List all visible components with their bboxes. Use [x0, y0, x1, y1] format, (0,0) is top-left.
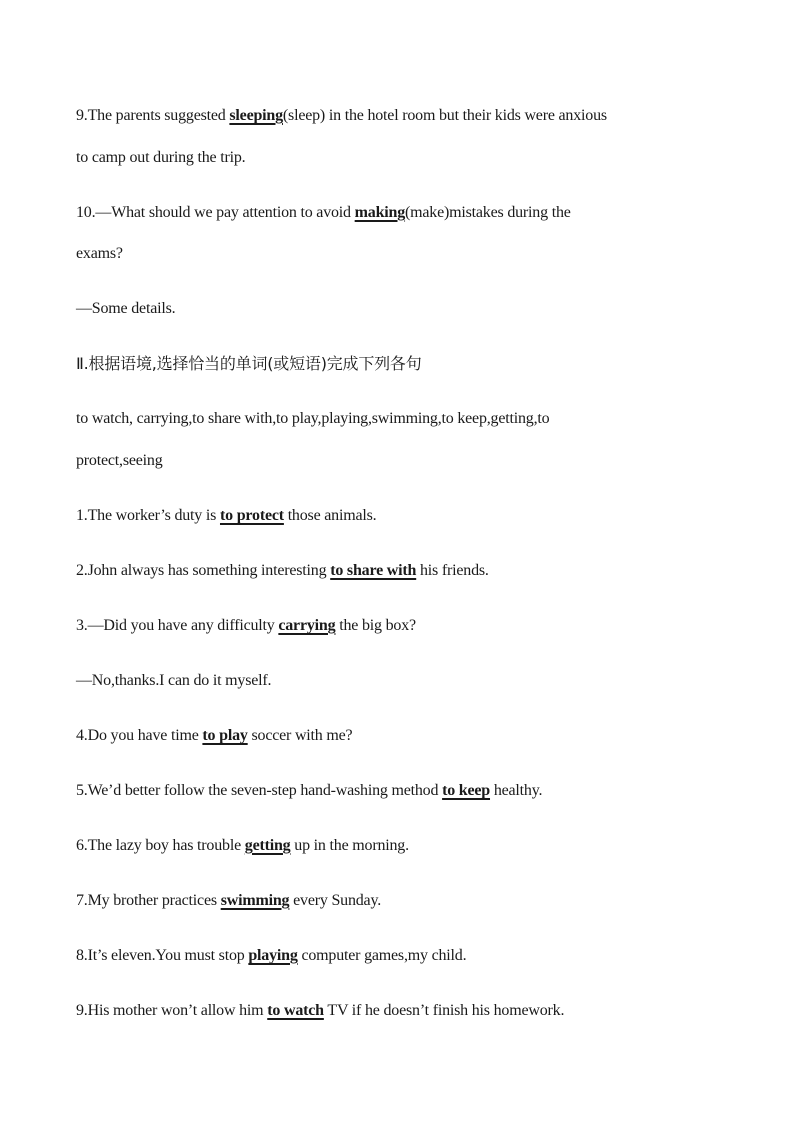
word-bank-text-2: protect,seeing	[76, 452, 163, 469]
item-prefix: 1.The worker’s duty is	[76, 507, 220, 524]
q9-suffix: (sleep) in the hotel room but their kids were anxious	[282, 107, 607, 124]
item-answer: getting	[244, 837, 291, 854]
q9-prefix: 9.The parents suggested	[76, 107, 230, 124]
question-9-line2	[76, 148, 245, 168]
question-10-line2	[76, 244, 123, 264]
q10-reply-text: —Some details.	[76, 300, 176, 317]
list-item	[76, 561, 489, 581]
item-suffix: those animals.	[283, 507, 377, 524]
q10-answer: making	[354, 204, 406, 221]
q9-answer: sleeping	[229, 107, 283, 124]
q10-suffix: (make)mistakes during the	[405, 204, 571, 221]
item-prefix: 3.—Did you have any difficulty	[76, 617, 279, 634]
list-item	[76, 726, 352, 746]
item-answer: to keep	[442, 782, 491, 799]
section-2-heading	[76, 354, 422, 374]
item-suffix: TV if he doesn’t finish his homework.	[323, 1002, 565, 1019]
item-answer: swimming	[220, 892, 290, 909]
list-item	[76, 836, 409, 856]
item-answer: to play	[202, 727, 248, 744]
q10-continuation: exams?	[76, 245, 123, 262]
question-10-line1	[76, 203, 571, 223]
item-suffix: computer games,my child.	[297, 947, 467, 964]
item-text: —No,thanks.I can do it myself.	[76, 672, 272, 689]
word-bank-text-1: to watch, carrying,to share with,to play,playing,swimming,to keep,getting,to	[76, 410, 550, 427]
list-item	[76, 1001, 564, 1021]
item-answer: to watch	[267, 1002, 324, 1019]
item-prefix: 7.My brother practices	[76, 892, 221, 909]
item-prefix: 9.His mother won’t allow him	[76, 1002, 268, 1019]
item-suffix: healthy.	[490, 782, 543, 799]
item-prefix: 6.The lazy boy has trouble	[76, 837, 245, 854]
list-item	[76, 671, 271, 691]
list-item	[76, 946, 466, 966]
item-answer: carrying	[278, 617, 336, 634]
item-answer: to share with	[330, 562, 417, 579]
q10-prefix: 10.—What should we pay attention to avoid	[76, 204, 355, 221]
list-item	[76, 616, 416, 636]
item-suffix: soccer with me?	[247, 727, 353, 744]
word-bank-line1	[76, 409, 549, 429]
item-suffix: the big box?	[335, 617, 416, 634]
item-answer: playing	[248, 947, 298, 964]
item-prefix: 2.John always has something interesting	[76, 562, 331, 579]
question-10-reply	[76, 299, 175, 319]
question-9-line1	[76, 106, 607, 126]
item-prefix: 8.It’s eleven.You must stop	[76, 947, 249, 964]
word-bank-line2	[76, 451, 163, 471]
item-prefix: 5.We’d better follow the seven-step hand-washing method	[76, 782, 443, 799]
list-item	[76, 891, 381, 911]
section-2-heading-text: Ⅱ.根据语境,选择恰当的单词(或短语)完成下列各句	[76, 354, 422, 373]
q9-continuation: to camp out during the trip.	[76, 149, 246, 166]
item-suffix: up in the morning.	[290, 837, 409, 854]
item-prefix: 4.Do you have time	[76, 727, 203, 744]
item-suffix: every Sunday.	[289, 892, 382, 909]
item-suffix: his friends.	[416, 562, 489, 579]
item-answer: to protect	[219, 507, 284, 524]
list-item	[76, 506, 376, 526]
list-item	[76, 781, 542, 801]
